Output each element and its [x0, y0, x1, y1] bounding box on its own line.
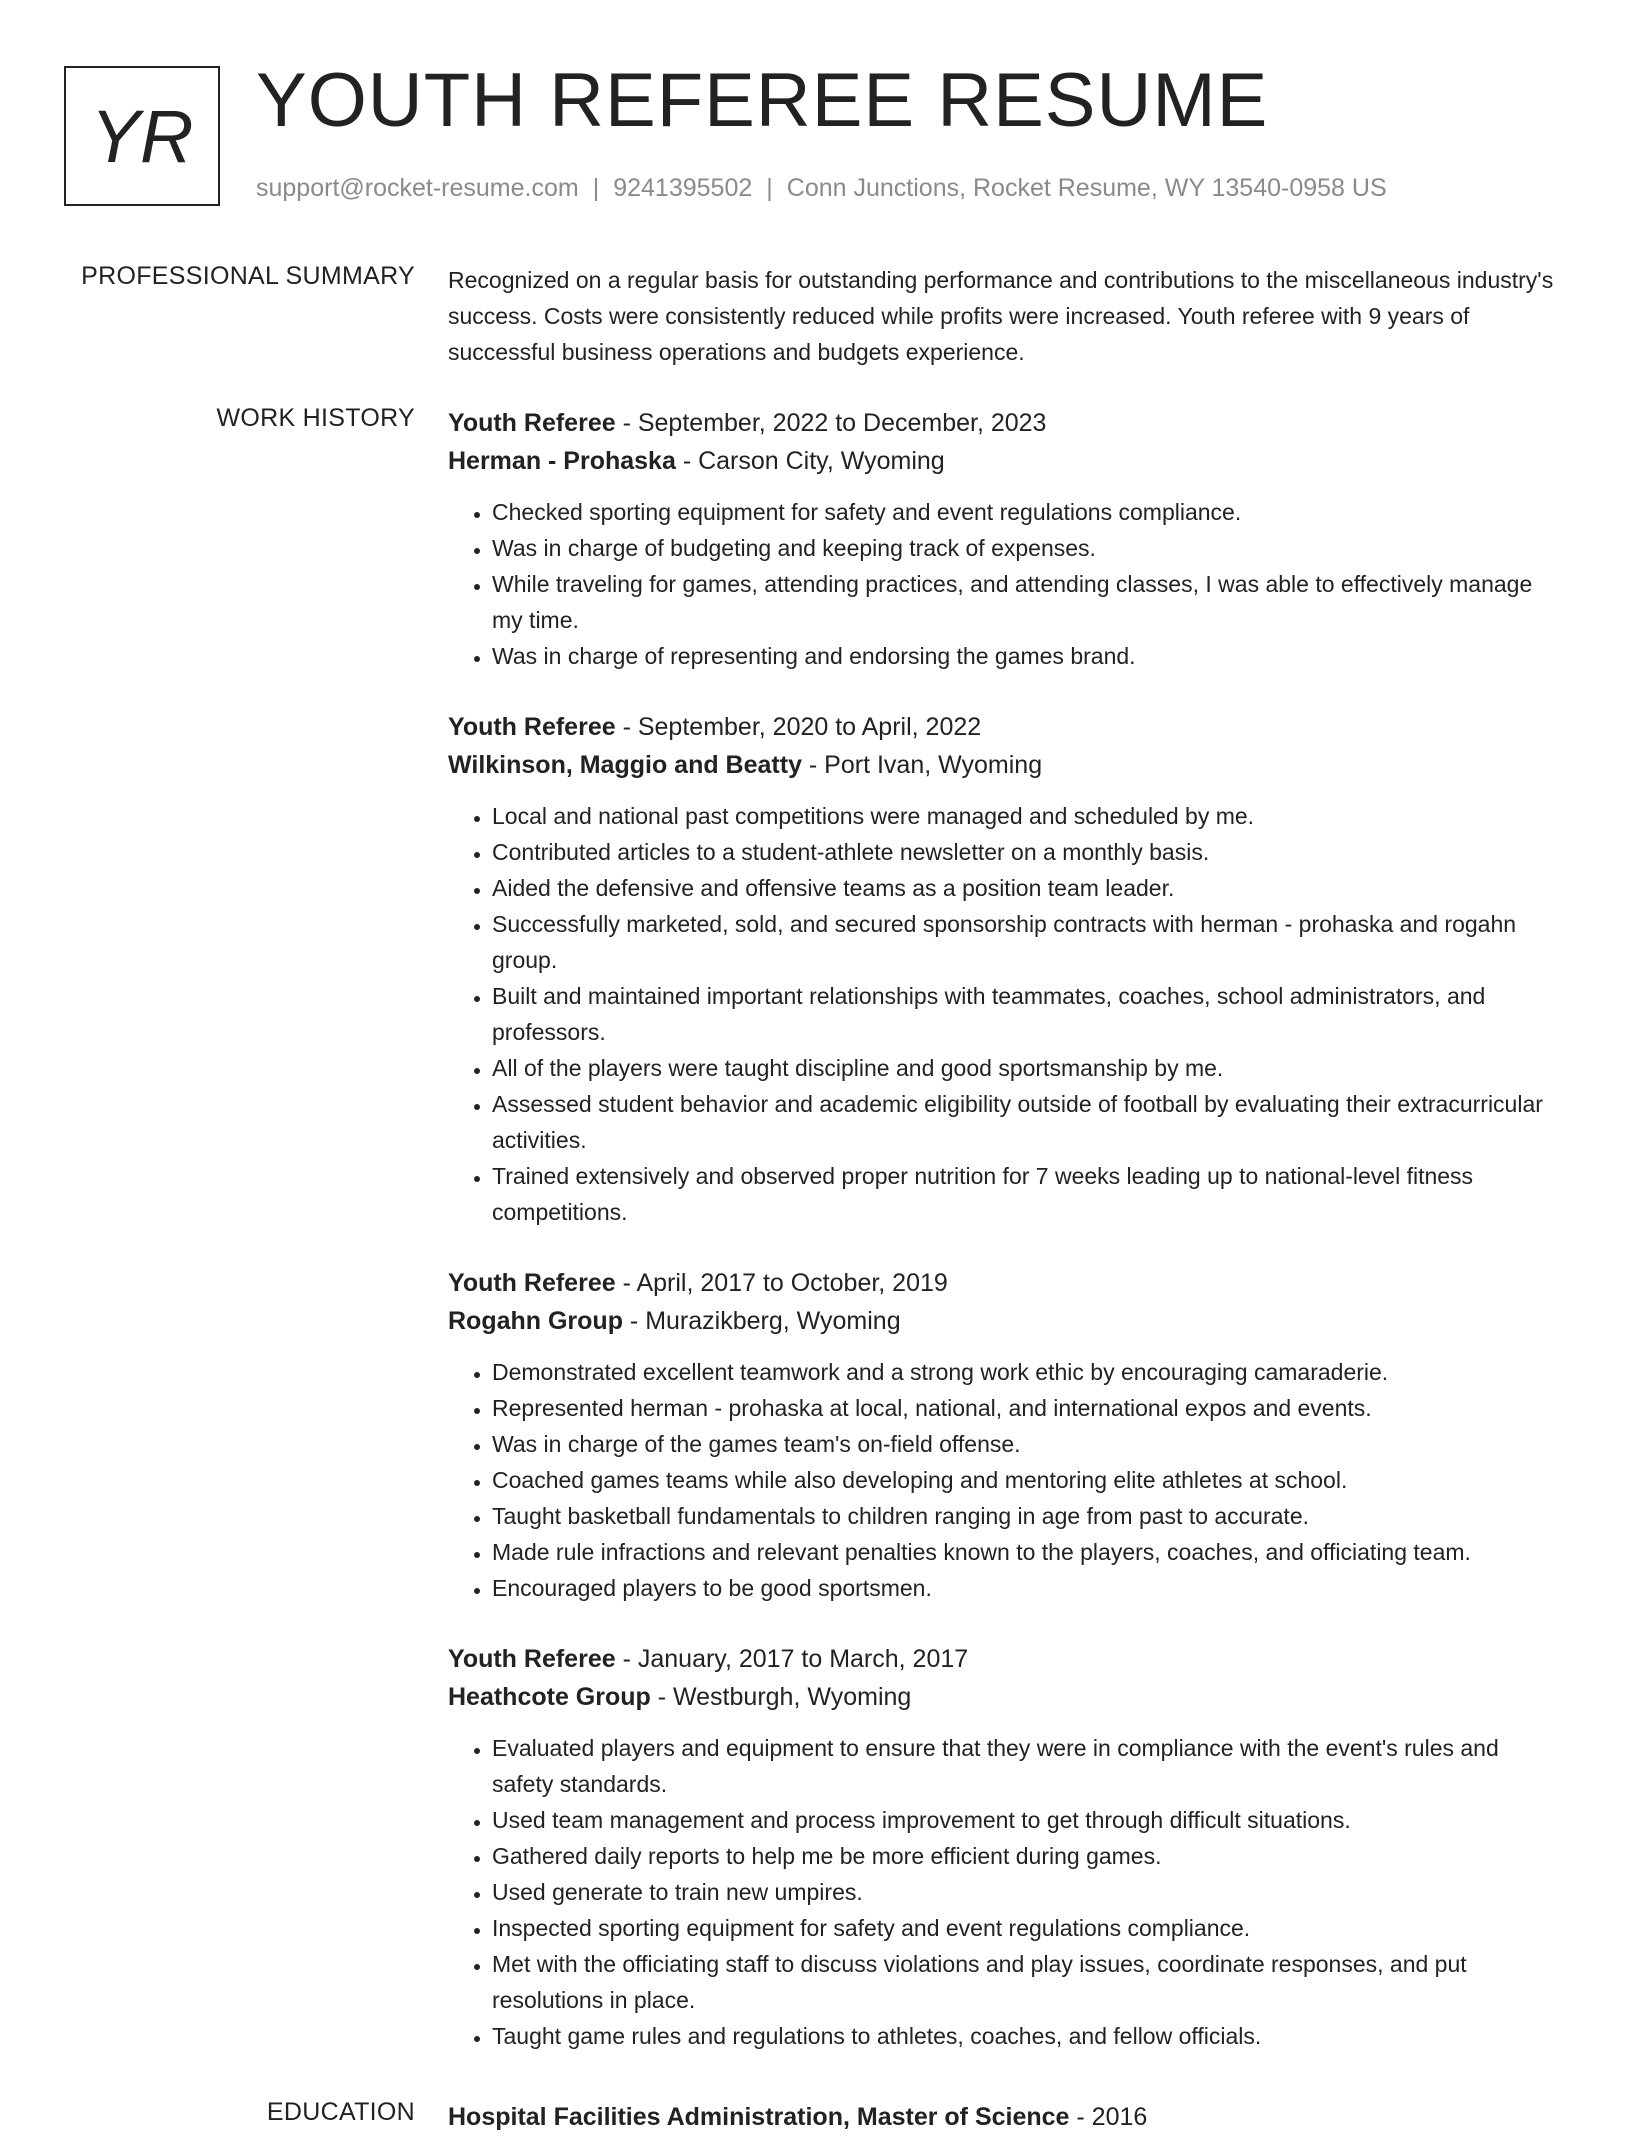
job-entry [448, 708, 1566, 1230]
job-entry [448, 1264, 1566, 1606]
contact-address: Conn Junctions, Rocket Resume, WY 13540-0958 US [786, 174, 1387, 202]
job-list [448, 404, 1566, 2088]
job-title-line [448, 1264, 1566, 1302]
job-bullet: • Built and maintained important relationships with teammates, coaches, school administrators, and professors. [492, 978, 1566, 1050]
contact-separator: | [592, 174, 600, 202]
summary-text: Recognized on a regular basis for outstanding performance and contributions to the miscellaneous industry's success. Costs were consistently reduced while profits were increased. Youth referee with 9 years of successful business operations and budgets experience. [448, 267, 1554, 365]
education-heading: EDUCATION [266, 2098, 415, 2126]
job-bullet: • Inspected sporting equipment for safety and event regulations compliance. [492, 1910, 1566, 1946]
job-title-line [448, 708, 1566, 746]
job-bullet: • Successfully marketed, sold, and secured sponsorship contracts with herman - prohaska and rogahn group. [492, 906, 1566, 978]
job-title: Youth Referee [448, 1269, 616, 1297]
job-bullet: • Taught basketball fundamentals to children ranging in age from past to accurate. [492, 1498, 1566, 1534]
job-bullets [448, 1354, 1566, 1606]
monogram-initials: YR [90, 94, 194, 178]
job-location: - Port Ivan, Wyoming [801, 751, 1043, 779]
job-bullet: • Evaluated players and equipment to ensure that they were in compliance with the event's rules and safety standards. [492, 1730, 1566, 1802]
contact-line [256, 174, 1387, 203]
job-company: Herman - Prohaska [448, 447, 676, 475]
job-dates: - January, 2017 to March, 2017 [615, 1645, 969, 1673]
education-entry [448, 2098, 1566, 2136]
job-location: - Carson City, Wyoming [675, 447, 945, 475]
job-bullet: • Was in charge of the games team's on-field offense. [492, 1426, 1566, 1462]
job-bullet: • Encouraged players to be good sportsmen. [492, 1570, 1566, 1606]
job-title: Youth Referee [448, 409, 616, 437]
job-company: Rogahn Group [448, 1307, 623, 1335]
job-title-line [448, 1640, 1566, 1678]
job-company-line [448, 1302, 1566, 1340]
job-location: - Murazikberg, Wyoming [622, 1307, 901, 1335]
job-company-line [448, 1678, 1566, 1716]
job-bullet: • Trained extensively and observed proper nutrition for 7 weeks leading up to national-level fitness competitions. [492, 1158, 1566, 1230]
job-bullet: • Assessed student behavior and academic eligibility outside of football by evaluating their extracurricular activities. [492, 1086, 1566, 1158]
job-title-line [448, 404, 1566, 442]
job-entry [448, 404, 1566, 674]
job-bullet: • Local and national past competitions were managed and scheduled by me. [492, 798, 1566, 834]
job-bullets [448, 494, 1566, 674]
contact-phone[interactable]: 9241395502 [613, 174, 753, 202]
monogram-box [64, 66, 220, 206]
job-bullets [448, 798, 1566, 1230]
job-location: - Westburgh, Wyoming [650, 1683, 912, 1711]
job-bullet: • Gathered daily reports to help me be more efficient during games. [492, 1838, 1566, 1874]
job-company: Wilkinson, Maggio and Beatty [448, 751, 802, 779]
job-title: Youth Referee [448, 1645, 616, 1673]
job-bullet: • Used generate to train new umpires. [492, 1874, 1566, 1910]
education-degree: Hospital Facilities Administration, Master of Science [448, 2103, 1070, 2131]
job-company-line [448, 746, 1566, 784]
job-bullet: • Aided the defensive and offensive teams as a position team leader. [492, 870, 1566, 906]
job-bullet: • Represented herman - prohaska at local, national, and international expos and events. [492, 1390, 1566, 1426]
job-company-line [448, 442, 1566, 480]
job-entry [448, 1640, 1566, 2054]
work-history-heading: WORK HISTORY [216, 404, 415, 432]
summary-heading: PROFESSIONAL SUMMARY [81, 262, 415, 290]
job-bullet: • Used team management and process improvement to get through difficult situations. [492, 1802, 1566, 1838]
job-dates: - September, 2020 to April, 2022 [615, 713, 982, 741]
job-bullet: • Contributed articles to a student-athlete newsletter on a monthly basis. [492, 834, 1566, 870]
job-dates: - April, 2017 to October, 2019 [615, 1269, 948, 1297]
job-bullets [448, 1730, 1566, 2054]
contact-email[interactable]: support@rocket-resume.com [256, 174, 579, 202]
job-title: Youth Referee [448, 713, 616, 741]
resume-title: YOUTH REFEREE RESUME [256, 58, 1269, 143]
contact-separator: | [766, 174, 773, 202]
job-bullet: • Was in charge of budgeting and keeping track of expenses. [492, 530, 1566, 566]
job-dates: - September, 2022 to December, 2023 [615, 409, 1047, 437]
job-bullet: • Coached games teams while also developing and mentoring elite athletes at school. [492, 1462, 1566, 1498]
job-bullet: • Met with the officiating staff to discuss violations and play issues, coordinate responses, and put resolutions in place. [492, 1946, 1566, 2018]
job-bullet: • Demonstrated excellent teamwork and a strong work ethic by encouraging camaraderie. [492, 1354, 1566, 1390]
job-bullet: • Checked sporting equipment for safety and event regulations compliance. [492, 494, 1566, 530]
job-bullet: • Made rule infractions and relevant penalties known to the players, coaches, and officiating team. [492, 1534, 1566, 1570]
job-company: Heathcote Group [448, 1683, 651, 1711]
job-bullet: • While traveling for games, attending practices, and attending classes, I was able to effectively manage my time. [492, 566, 1566, 638]
job-bullet: • All of the players were taught discipline and good sportsmanship by me. [492, 1050, 1566, 1086]
job-bullet: • Taught game rules and regulations to athletes, coaches, and fellow officials. [492, 2018, 1566, 2054]
education-year: - 2016 [1069, 2103, 1148, 2131]
job-bullet: • Was in charge of representing and endorsing the games brand. [492, 638, 1566, 674]
